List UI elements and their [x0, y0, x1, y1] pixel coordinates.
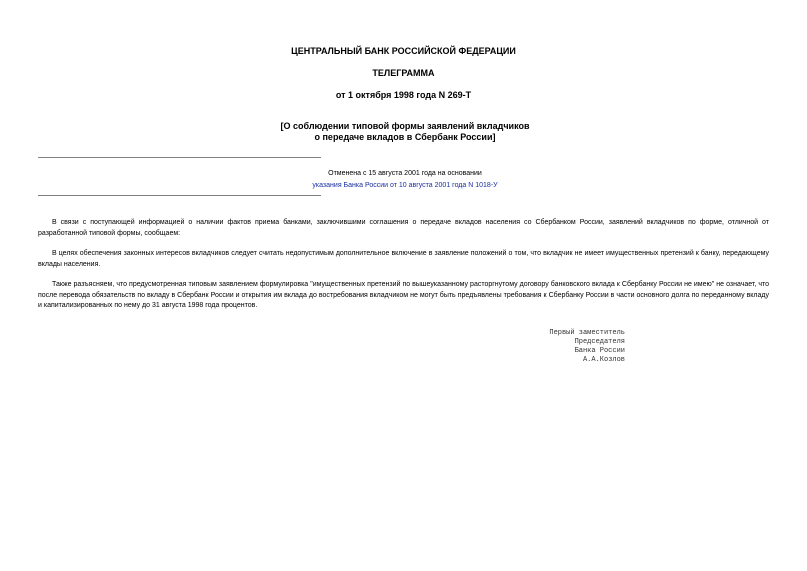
signature-organization: Банка России [574, 347, 625, 355]
divider-top [38, 157, 321, 158]
subject-line-1: [О соблюдении типовой формы заявлений вкладчиков [280, 121, 530, 131]
repeal-note: Отменена с 15 августа 2001 года на основании [328, 170, 482, 177]
divider-bottom [38, 195, 321, 196]
document-date-number: от 1 октября 1998 года N 269-Т [335, 90, 472, 100]
repeal-link[interactable]: указания Банка России от 10 августа 2001 года N 1018-У [312, 182, 498, 189]
signature-position: Первый заместитель [549, 329, 625, 337]
document-type: ТЕЛЕГРАММА [372, 68, 435, 78]
signature-block [480, 329, 625, 365]
organization-title: ЦЕНТРАЛЬНЫЙ БАНК РОССИЙСКОЙ ФЕДЕРАЦИИ [291, 46, 516, 56]
body-paragraph-2: В целях обеспечения законных интересов вкладчиков следует считать недопустимым дополнительное включение в заявление положений о том, что вкладчик не имеет имущественных претензий к банку, передающему вклады населения. [38, 250, 769, 268]
signature-name: А.А.Козлов [582, 356, 625, 364]
subject-line-2: о передаче вкладов в Сбербанк России] [314, 132, 496, 142]
body-paragraph-3: Также разъясняем, что предусмотренная типовым заявлением формулировка "имущественных претензий по вышеуказанному расторгнутому договору банковского вклада к Сбербанку России не имею" не означает, что после перевода обязательств по вкладу в Сбербанк России и открытия им вклада до востребования вкладчиком не могут быть предъявлены требования к Сбербанку России в части основного долга по переданному вкладу и капитализированных по нему до 31 августа 1998 года процентов. [38, 281, 769, 309]
body-paragraph-1: В связи с поступающей информацией о наличии фактов приема банками, заключившими соглашения о передаче вкладов населения со Сбербанком России, заявлений вкладчиков по форме, отличной от разработанной типовой формы, сообщаем: [38, 219, 769, 237]
document-subject [200, 121, 610, 143]
signature-title: Председателя [574, 338, 625, 346]
